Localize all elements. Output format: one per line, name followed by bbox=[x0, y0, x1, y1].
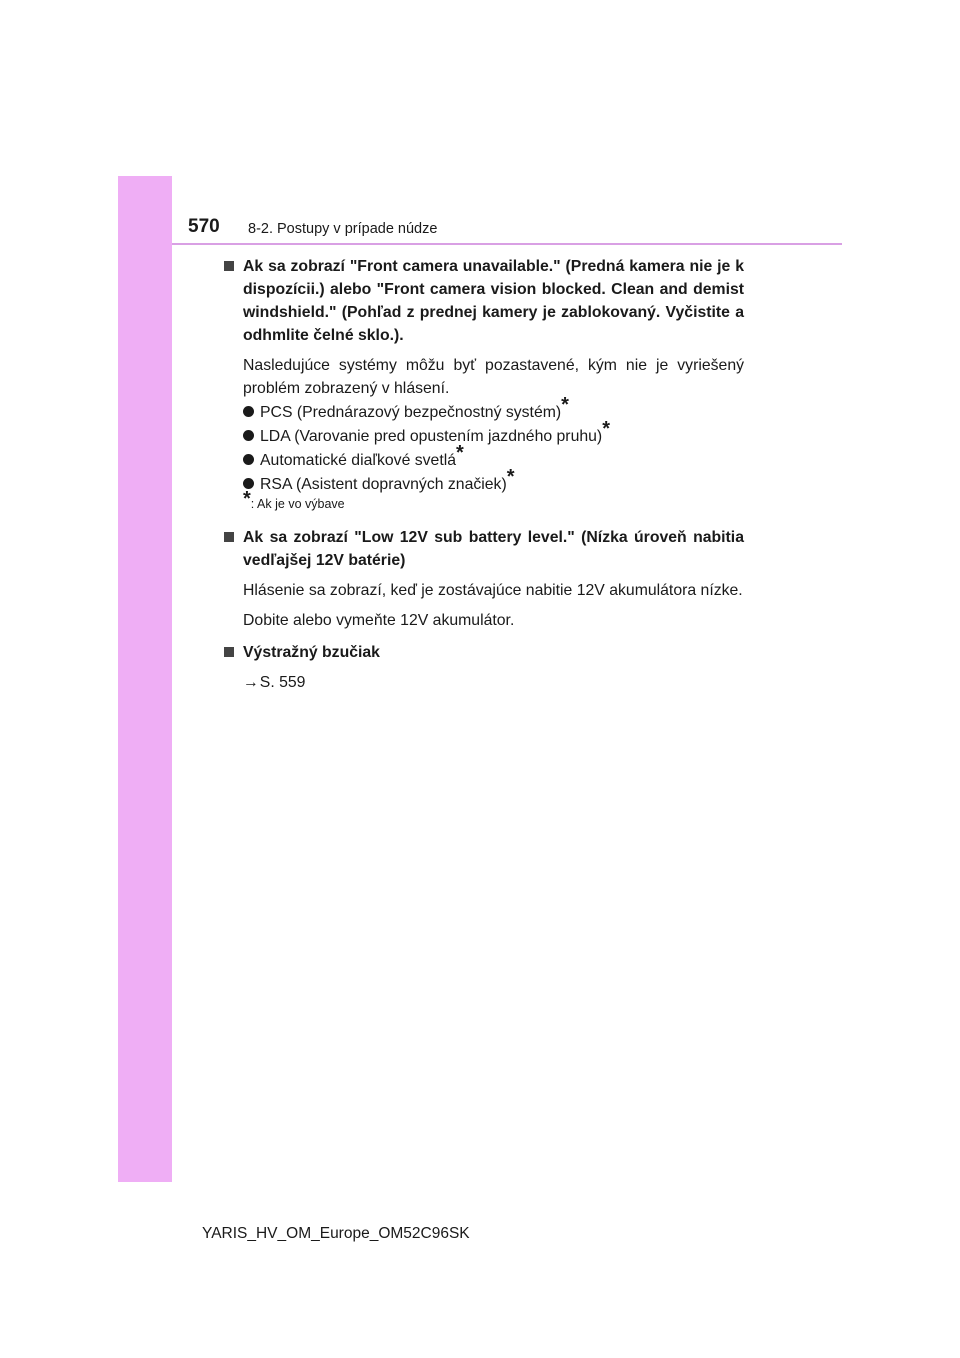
document-id-footer: YARIS_HV_OM_Europe_OM52C96SK bbox=[202, 1225, 470, 1242]
round-bullet-icon bbox=[243, 454, 254, 465]
asterisk-mark: * bbox=[506, 466, 515, 488]
page-reference bbox=[222, 671, 744, 694]
list-item-text: LDA (Varovanie pred opustením jazdného pruhu) bbox=[260, 428, 603, 445]
asterisk-mark: * bbox=[561, 394, 569, 416]
square-bullet-icon bbox=[224, 261, 234, 271]
page-header bbox=[172, 215, 842, 245]
list-item bbox=[222, 394, 744, 424]
list-item-text: RSA (Asistent dopravných značiek) bbox=[260, 476, 507, 493]
list-item bbox=[222, 466, 744, 496]
list-item bbox=[222, 442, 744, 472]
round-bullet-icon bbox=[243, 430, 254, 441]
battery-message-instruction: Dobite alebo vymeňte 12V akumulátor. bbox=[243, 612, 515, 629]
list-item-text: Automatické diaľkové svetlá bbox=[260, 452, 457, 469]
battery-message-heading: Ak sa zobrazí "Low 12V sub battery level." (Nízka úroveň nabitia vedľajšej 12V batérie) bbox=[222, 526, 744, 572]
list-item-text: PCS (Prednárazový bezpečnostný systém) bbox=[260, 404, 562, 421]
round-bullet-icon bbox=[243, 406, 254, 417]
page-content bbox=[222, 255, 744, 694]
arrow-right-icon: → bbox=[243, 674, 259, 691]
page-reference-link[interactable]: S. 559 bbox=[259, 674, 306, 691]
asterisk-mark: * bbox=[456, 442, 464, 464]
footnote-text: : Ak je vo výbave bbox=[250, 497, 345, 511]
asterisk-mark: * bbox=[602, 418, 610, 440]
camera-message-heading: Ak sa zobrazí "Front camera unavailable." (Predná kamera nie je k dispozícii.) alebo "Front camera vision blocked. Clean and demist windshield." (Pohľad z prednej kamery je zablokovaný. Vyčistite a odhmlite čelné sklo.). bbox=[222, 255, 744, 347]
battery-message-description: Hlásenie sa zobrazí, keď je zostávajúce nabitie 12V akumulátora nízke. bbox=[243, 582, 743, 599]
camera-message-description: Nasledujúce systémy môžu byť pozastavené, kým nie je vyriešený problém zobrazený v hlásení. bbox=[243, 357, 744, 397]
list-item bbox=[222, 418, 744, 448]
buzzer-heading: Výstražný bzučiak bbox=[222, 641, 744, 664]
page-number: 570 bbox=[188, 216, 220, 237]
footnote bbox=[222, 488, 744, 513]
section-title: 8-2. Postupy v prípade núdze bbox=[248, 221, 438, 237]
header-divider bbox=[172, 243, 842, 245]
square-bullet-icon bbox=[224, 532, 234, 542]
square-bullet-icon bbox=[224, 647, 234, 657]
chapter-side-tab bbox=[118, 176, 172, 1182]
footnote-asterisk: * bbox=[243, 488, 251, 510]
